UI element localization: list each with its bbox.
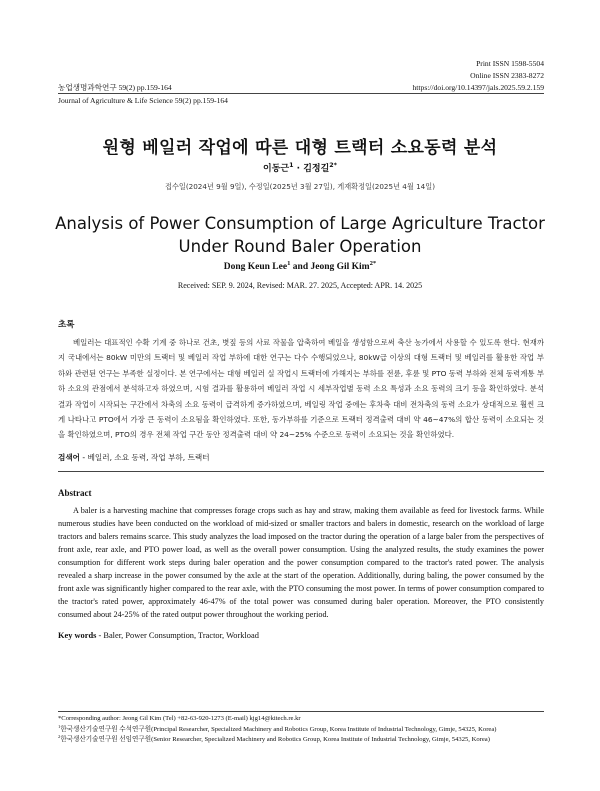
authors-korean	[0, 161, 600, 174]
journal-citation-kr: 농업생명과학연구 59(2) pp.159-164	[58, 83, 172, 92]
dates-english: Received: SEP. 9. 2024, Revised: MAR. 27. 2025, Accepted: APR. 14. 2025	[177, 281, 423, 290]
footnote-corresponding: *Corresponding author: Jeong Gil Kim (Tel) +82-63-920-1273 (E-mail) kjg14@kitech.re.kr	[58, 715, 301, 722]
keywords-korean	[58, 452, 210, 463]
title-english	[0, 212, 600, 258]
author-2-en: Jeong Gil Kim	[310, 262, 370, 272]
online-issn: Online ISSN 2383-8272	[470, 71, 544, 80]
author-2-en-affil: 2*	[369, 259, 377, 267]
keywords-korean-list: - 베일러, 소요 동력, 작업 부하, 트랙터	[80, 453, 210, 462]
author-1-en: Dong Keun Lee	[223, 262, 288, 272]
footnote-2-text: 한국생산기술연구원 선임연구원(Senior Researcher, Specialized Machinery and Robotics Group, Korea Institute of Industrial Technology, Gimje, 54325, Korea)	[60, 736, 490, 744]
footnotes	[58, 714, 558, 746]
issn-block	[413, 58, 545, 94]
header-divider	[58, 93, 544, 94]
author-2-kr-affil: 2*	[329, 162, 337, 169]
author-1-kr: 이동근	[263, 164, 290, 174]
footnote-1-text: 한국생산기술연구원 수석연구원(Principal Researcher, Specialized Machinery and Robotics Group, Korea Institute of Industrial Technology, Gimje, 54325, Korea)	[60, 725, 497, 733]
title-english-line-1: Analysis of Power Consumption of Large Agriculture Tractor	[55, 214, 545, 233]
abstract-english-body: A baler is a harvesting machine that compresses forage crops such as hay and straw, making them available as feed for livestock farms. While numerous studies have been conducted on the workload of mid-sized or smaller tractors and balers in domestic, research on the workload of large tractors and balers remains scarce. This study analyzes the load imposed on the tractor during the operation of a large baler from the perspectives of front axle, rear axle, and PTO power load, as well as the overall power consumption. Using the analyzed results, the study examines the power consumption for different work steps during baler operation and the power consumption compared to the tractor's rated power. The analysis revealed a sharp increase in the power consumed by the axle at the start of the operation. Additionally, during baling, the power consumed by the front axle was significantly higher compared to the rear axle, with the PTO consuming the most power. In terms of power consumption compared to the tractor's rated power, approximately 46-47% of the total power was consumed during baler operation. Moreover, the PTO consistently consumed about 24-25% of the rated output power throughout the working period.	[58, 506, 544, 620]
author-2-kr: 김정길	[303, 164, 330, 174]
authors-english	[0, 259, 600, 272]
abstract-english-heading: Abstract	[58, 488, 92, 498]
author-separator: ·	[293, 164, 304, 174]
title-english-line-2: Under Round Baler Operation	[178, 237, 422, 256]
footnote-1-mark: 1	[58, 723, 61, 729]
keywords-english	[58, 631, 259, 640]
abstract-korean-heading: 초록	[58, 320, 75, 330]
author-conjunction: and	[290, 262, 311, 272]
abstract-divider	[58, 471, 544, 472]
dates-korean: 접수일(2024년 9월 9일), 수정일(2025년 3월 27일), 게재확정일(2025년 4월 14일)	[165, 182, 435, 191]
author-1-en-affil: 1	[287, 259, 291, 267]
keywords-english-list: - Baler, Power Consumption, Tractor, Workload	[96, 631, 259, 640]
footnote-1	[58, 725, 558, 736]
keywords-english-label: Key words	[58, 631, 97, 640]
doi-link[interactable]: https://doi.org/10.14397/jals.2025.59.2.159	[412, 83, 544, 92]
author-1-kr-affil: 1	[289, 162, 294, 169]
abstract-korean-body: 베일러는 대표적인 수확 기계 중 하나로 건초, 볏짚 등의 사료 작물을 압축하여 베일을 생성함으로써 축산 농가에서 사용할 수 있도록 한다. 현재까지 국내에서는 80kW 미만의 트랙터 및 베일러 작업 부하에 대한 연구는 다수 수행되었으나, 80kW급 이상의 대형 트랙터 및 베일러를 활용한 작업 부하와 관련된 연구는 부족한 실정이다. 본 연구에서는 대형 베일러 실 작업시 트랙터에 가해지는 부하를 전륜, 후륜 및 PTO 동력 부하와 전체 동력계통 부하 소요의 관점에서 분석하고자 하였으며, 시험 결과를 활용하여 베일러 작업 시 세부작업별 동력 소요 특성과 소요 동력의 크기 등을 확인하였다. 분석 결과 작업이 시작되는 구간에서 차축의 소요 동력이 급격하게 증가하였으며, 베일링 작업 중에는 후차축 대비 전차축의 동력 소요가 상대적으로 훨씬 크게 나타나고 PTO에서 가장 큰 동력이 소요됨을 확인하였다. 또한, 동가부하를 기준으로 트랙터 정격출력 대비 약 46~47%의 합산 동력이 소요되는 것을 확인하였으며, PTO의 경우 전체 작업 구간 동안 정격출력 대비 약 24~25% 수준으로 동력이 소요되는 것을 확인하였다.	[58, 338, 544, 440]
footnote-2	[58, 735, 558, 746]
print-issn: Print ISSN 1598-5504	[476, 59, 544, 68]
footnote-divider	[58, 711, 544, 712]
footnote-2-mark: 2	[58, 734, 61, 739]
title-korean: 원형 베일러 작업에 따른 대형 트랙터 소요동력 분석	[102, 138, 498, 158]
journal-citation-en: Journal of Agriculture & Life Science 59(2) pp.159-164	[58, 96, 228, 105]
keywords-korean-label: 검색어	[58, 453, 81, 462]
